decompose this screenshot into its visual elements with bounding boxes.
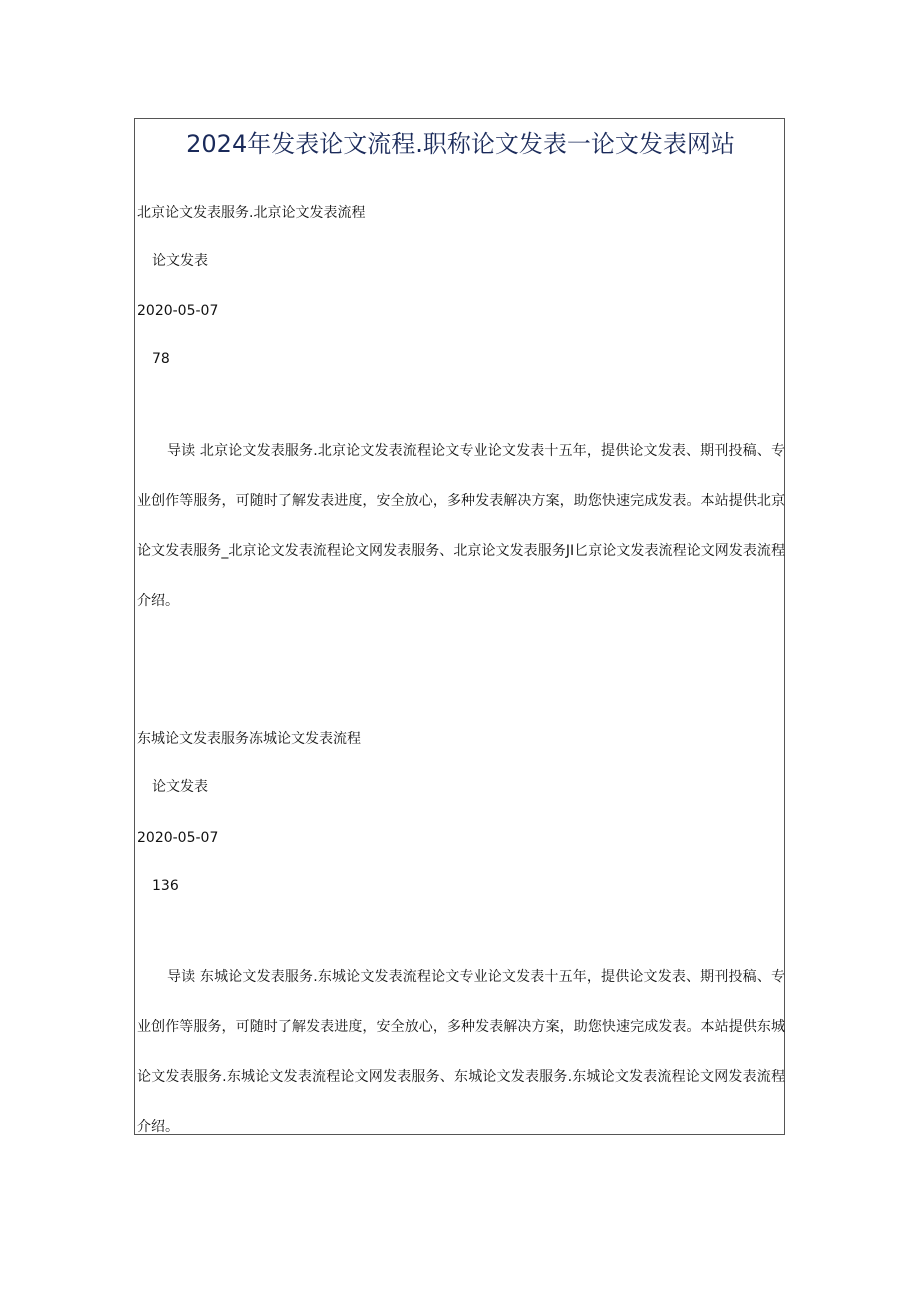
article-summary: 导读 东城论文发表服务.东城论文发表流程论文专业论文发表十五年，提供论文发表、期刊投稿、专业创作等服务，可随时了解发表进度，安全放心，多种发表解决方案，助您快速完成发表。本站提供东城论文发表服务.东城论文发表流程论文网发表服务、东城论文发表服务.东城论文发表流程论文网发表流程介绍。 — [137, 969, 785, 1135]
article-date: 2020-05-07 — [137, 830, 219, 846]
document-title: 2024年发表论文流程.职称论文发表一论文发表网站 — [186, 130, 735, 158]
article-category[interactable]: 论文发表 — [152, 253, 208, 269]
article-heading[interactable]: 北京论文发表服务.北京论文发表流程 — [137, 205, 366, 221]
article-summary: 导读 北京论文发表服务.北京论文发表流程论文专业论文发表十五年，提供论文发表、期刊投稿、专业创作等服务，可随时了解发表进度，安全放心，多种发表解决方案，助您快速完成发表。本站提供北京论文发表服务_北京论文发表流程论文网发表服务、北京论文发表服务JI匕京论文发表流程论文网发表流程介绍。 — [137, 443, 785, 609]
article-date: 2020-05-07 — [137, 303, 219, 319]
article-views: 136 — [152, 878, 179, 894]
article-views: 78 — [152, 351, 170, 367]
document-frame — [134, 118, 785, 1135]
article-heading[interactable]: 东城论文发表服务冻城论文发表流程 — [137, 731, 361, 747]
article-category[interactable]: 论文发表 — [152, 779, 208, 795]
